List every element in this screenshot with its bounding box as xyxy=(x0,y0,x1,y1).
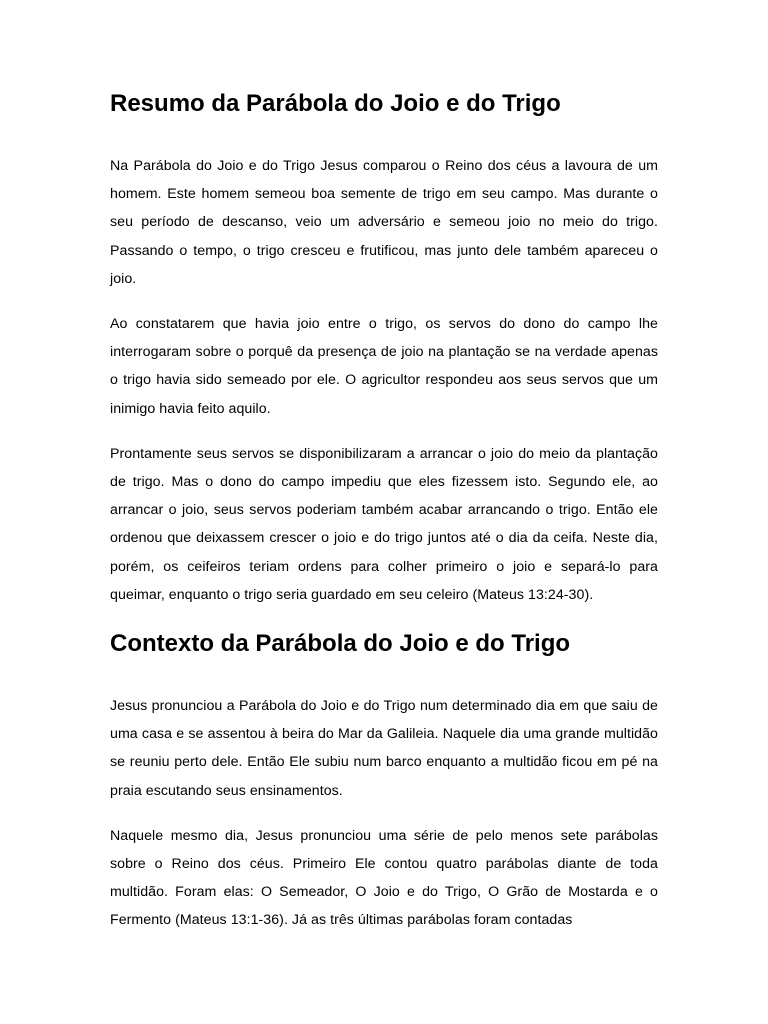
paragraph-contexto-2: Naquele mesmo dia, Jesus pronunciou uma série de pelo menos sete parábolas sobre o Reino dos céus. Primeiro Ele contou quatro parábolas diante de toda multidão. Foram elas: O Semeador, O Joio e do Trigo, O Grão de Mostarda e o Fermento (Mateus 13:1-36). Já as três últimas parábolas foram contadas xyxy=(110,827,658,929)
section-heading-contexto: Contexto da Parábola do Joio e do Trigo xyxy=(110,630,571,658)
paragraph-resumo-3: Prontamente seus servos se disponibilizaram a arrancar o joio do meio da plantação de trigo. Mas o dono do campo impediu que eles fizessem isto. Segundo ele, ao arrancar o joio, seus servos poderiam também acabar arrancando o trigo. Então ele ordenou que deixassem crescer o joio e do trigo juntos até o dia da ceifa. Neste dia, porém, os ceifeiros teriam ordens para colher primeiro o joio e separá-lo para queimar, enquanto o trigo seria guardado em seu celeiro (Mateus 13:24-30). xyxy=(110,445,658,603)
paragraph-contexto-1: Jesus pronunciou a Parábola do Joio e do Trigo num determinado dia em que saiu de uma casa e se assentou à beira do Mar da Galileia. Naquele dia uma grande multidão se reuniu perto dele. Então Ele subiu num barco enquanto a multidão ficou em pé na praia escutando seus ensinamentos. xyxy=(110,698,658,799)
section-heading-resumo: Resumo da Parábola do Joio e do Trigo xyxy=(110,90,561,117)
paragraph-resumo-1: Na Parábola do Joio e do Trigo Jesus comparou o Reino dos céus a lavoura de um homem. Este homem semeou boa semente de trigo em seu campo. Mas durante o seu período de descanso, veio um adversário e semeou joio no meio do trigo. Passando o tempo, o trigo cresceu e frutificou, mas junto dele também apareceu o joio. xyxy=(110,158,658,287)
paragraph-resumo-2: Ao constatarem que havia joio entre o trigo, os servos do dono do campo lhe interrogaram sobre o porquê da presença de joio na plantação se na verdade apenas o trigo havia sido semeado por ele. O agricultor respondeu aos seus servos que um inimigo havia feito aquilo. xyxy=(110,316,658,417)
